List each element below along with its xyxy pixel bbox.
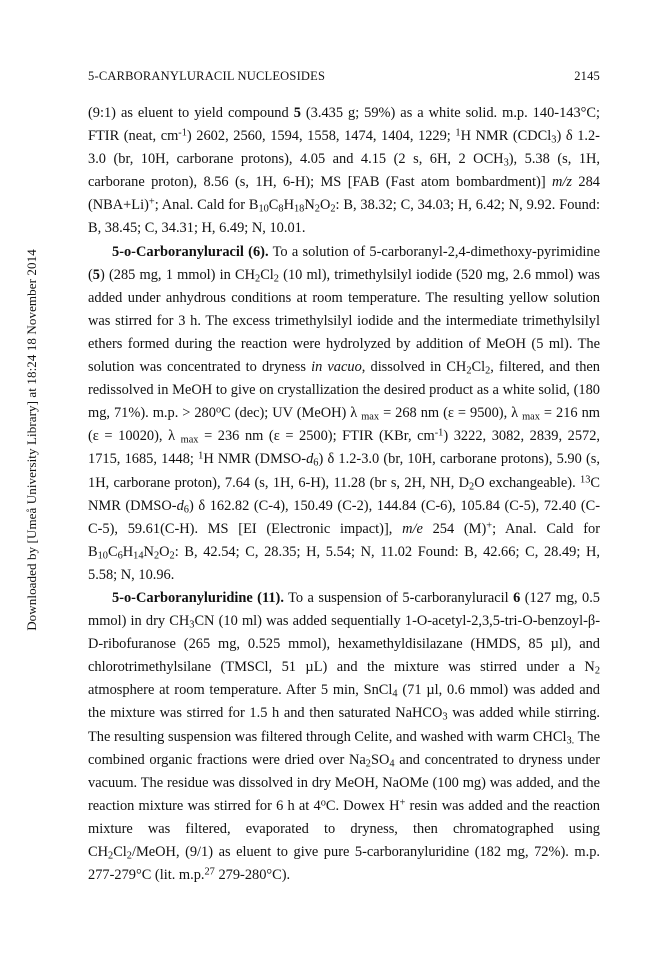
section-heading: 5-o-Carboranyluracil (6).	[112, 243, 269, 260]
paragraph-compound-5-data: (9:1) as eluent to yield compound 5 (3.435 g; 59%) as a white solid. m.p. 140-143°C; FTIR (neat, $cm^{-1}$) 2602, 2560, 1594, 1558, 1474, 1404, 1229; $^1$H NMR (CDCl$_3$) δ 1.2-3.0 (br, 10H, carborane protons), 4.05 and 4.15 (2 s, 6H, 2 $OCH_3$), 5.38 (s, 1H, carborane proton), 8.56 (s, 1H, 6-H); MS [FAB (Fast atom bombardment)] m/z 284 (NBA+Li)+; Anal. Cald for $B_{10}C_8H_{18}N_2O_2$: B, 38.32; C, 34.03; H, 6.42; N, 9.92. Found: B, 38.45; C, 34.31; H, 6.49; N, 10.01.	[88, 105, 601, 237]
compound-ref: 5	[293, 105, 301, 121]
running-title: 5-CARBORANYLURACIL NUCLEOSIDES	[88, 69, 326, 83]
compound-ref: 6	[513, 589, 521, 606]
download-watermark	[22, 130, 42, 750]
section-heading: 5-o-Carboranyluridine (11).	[112, 589, 284, 606]
paragraph-carboranyluracil: 5-o-Carboranyluracil (6). To a solution of 5-carboranyl-2,4-dimethoxy-pyrimidine (5) (285 mg, 1 mmol) in $CH_2Cl_2$ (10 ml), trimethylsilyl iodide (520 mg, 2.6 mmol) was added under anhydrous conditions at room temperature. The resulting yellow solution was stirred for 3 h. The excess trimethylsilyl iodide and the intermediate trimethylsilyl ethers formed during the reaction were hydrolyzed by addition of MeOH (5 ml). The solution was concentrated to dryness in vacuo, dissolved in $CH_2Cl_2$, filtered, and then redissolved in MeOH to give on crystallization the desired product as a white solid, (180 mg, 71%). m.p. > $280^oC$ (dec); UV (MeOH) λ $_{max}$ = 268 nm (ε = 9500), λ $_{max}$ = 216 nm (ε = 10020), λ $_{max}$ = 236 nm (ε = 2500); FTIR (KBr, $cm^{-1}$) 3222, 3082, 2839, 2572, 1715, 1685, 1448; $^1$H NMR $(DMSO-d_6)$ δ 1.2-3.0 (br, 10H, carborane protons), 5.90 (s, 1H, carborane proton), 7.64 (s, 1H, 6-H), 11.28 (br s, 2H, NH, $D_2O$ exchangeable). $^{13}$C NMR $(DMSO-d_6)$ δ 162.82 (C-4), 150.49 (C-2), 144.84 (C-6), 105.84 (C-5), 72.40 (C-C-5), 59.61(C-H). MS [EI (Electronic impact)], m/e 254 (M)+; Anal. Cald for $B_{10}C_6H_{14}N_2O_2$: B, 42.54; C, 28.35; H, 5.54; N, 11.02 Found: B, 42.66; C, 28.49; H, 5.58; N, 10.96.	[88, 243, 601, 583]
running-header	[88, 69, 600, 87]
article-body	[88, 102, 600, 887]
paragraph-carboranyluridine: 5-o-Carboranyluridine (11). To a suspension of 5-carboranyluracil 6 (127 mg, 0.5 mmol) in dry $CH_3CN$ (10 ml) was added sequentially 1-O-acetyl-2,3,5-tri-O-benzoyl-β-D-ribofuranose (265 mg, 0.525 mmol), hexamethyldisilazane (HMDS, 85 µl), and chlorotrimethylsilane (TMSCl, 51 µL) and the mixture was stirred under a $N_2$ atmosphere at room temperature. After 5 min, SnCl$_4$ (71 µl, 0.6 mmol) was added and the mixture was stirred for 1.5 h and then saturated NaHCO$_3$ was added while stirring. The resulting suspension was filtered through Celite, and washed with warm CHCl$_{3.}$ The combined organic fractions were dried over $Na_2SO_4$ and concentrated to dryness under vacuum. The residue was dissolved in dry MeOH, NaOMe (100 mg) was added, and the reaction mixture was stirred for 6 h at 4$^o$C. Dowex H+ resin was added and the reaction mixture was filtered, evaporated to dryness, then chromatographed using $CH_2Cl_2$/MeOH, (9/1) as eluent to give pure 5-carboranyluridine (182 mg, 72%). m.p. 277-279°C (lit. m.p.$^{27}$ 279-280°C).	[88, 589, 600, 884]
download-note: Downloaded by [Umeå University Library] at 18:24 18 November 2014	[24, 249, 39, 631]
compound-ref: 5	[92, 266, 100, 283]
page-number: 2145	[574, 69, 600, 83]
